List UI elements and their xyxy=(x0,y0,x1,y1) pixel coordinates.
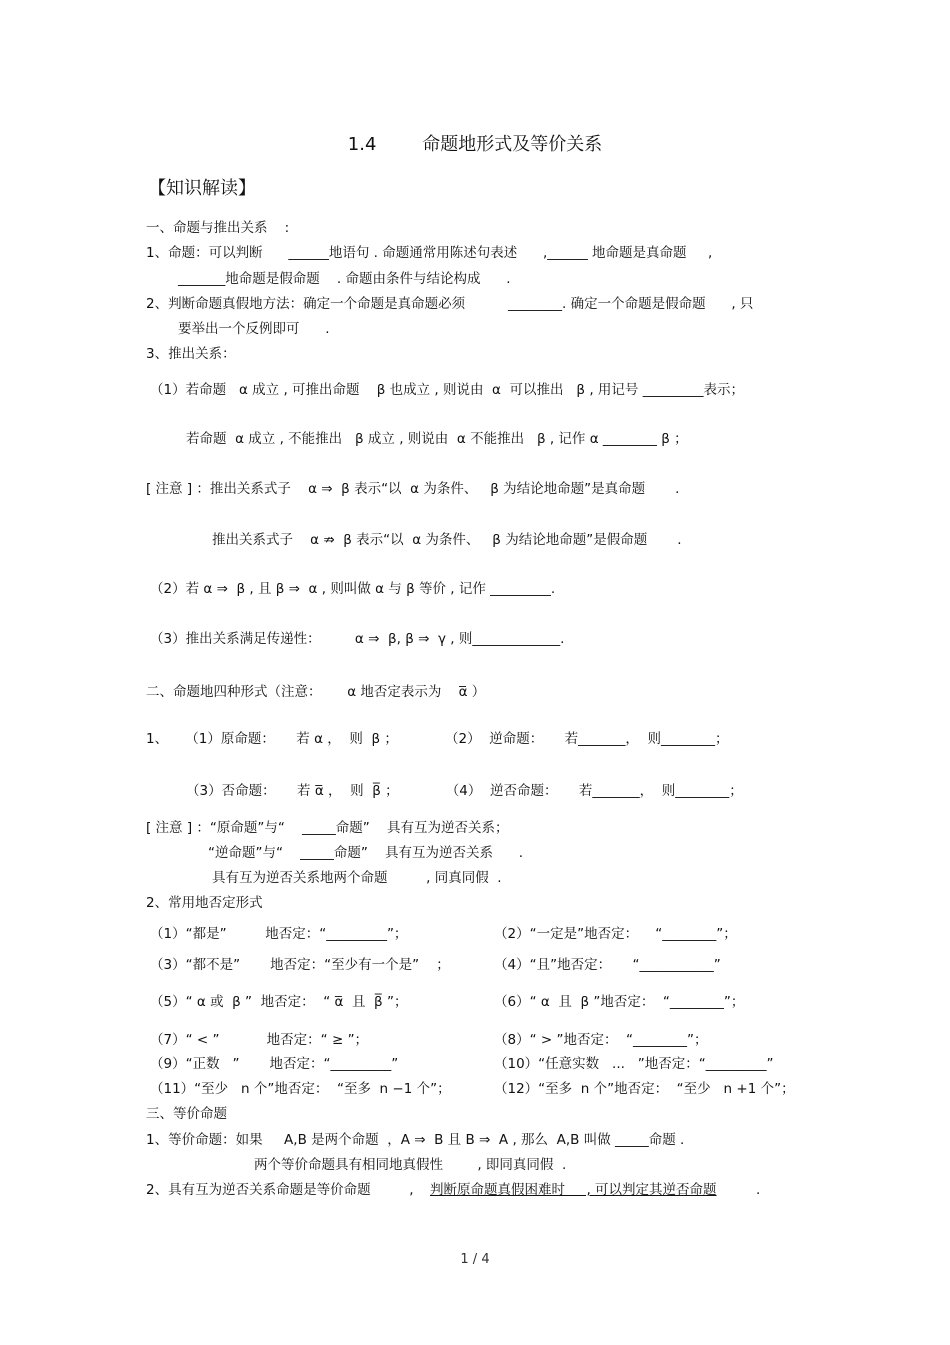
text-line: _______地命题是假命题 . 命题由条件与结论构成 . xyxy=(178,271,511,287)
negation-item: （3）“都不是” 地否定：“至少有一个是” ； xyxy=(150,957,450,973)
section-heading: 【知识解读】 xyxy=(148,178,256,199)
text-line: （2）若 α ⇒ β , 且 β ⇒ α , 则叫做 α 与 β 等价 , 记作 _________. xyxy=(150,581,556,597)
text-line: 2、常用地否定形式 xyxy=(146,895,263,911)
negation-item: （10）“任意实数 ... ”地否定：“_________” xyxy=(494,1056,774,1072)
text-line: 具有互为逆否关系地两个命题 , 同真同假 . xyxy=(212,870,502,886)
negation-item: （9）“正数 ” 地否定：“_________” xyxy=(150,1056,399,1072)
text-line: [ 注意 ] ：推出关系式子 α ⇒ β 表示“以 α 为条件、 β 为结论地命题”是真命题 . xyxy=(146,481,680,497)
page-title: 1.4 命题地形式及等价关系 xyxy=(347,134,603,155)
text-line: 1、等价命题：如果 A,B 是两个命题 ，A ⇒ B 且 B ⇒ A , 那么 A,B 叫做 _____命题 . xyxy=(146,1132,685,1148)
negation-item: （12）“至多 n 个”地否定： “至少 n +1 个”； xyxy=(494,1081,795,1097)
text-line: 3、推出关系： xyxy=(146,346,236,362)
text-line: 1、命题：可以判断 ______地语句 . 命题通常用陈述句表述 ,______ 地命题是真命题 , xyxy=(146,245,713,261)
text-line: （1）若命题 α 成立 , 可推出命题 β 也成立 , 则说由 α 可以推出 β , 用记号 _________表示； xyxy=(150,382,744,398)
negation-item: （11）“至少 n 个”地否定： “至多 n −1 个”； xyxy=(150,1081,451,1097)
text-line: 要举出一个反例即可 . xyxy=(178,321,330,337)
text-line: 一、命题与推出关系 : xyxy=(146,220,290,236)
text-line: （3）推出关系满足传递性： α ⇒ β, β ⇒ γ , 则_____________. xyxy=(150,631,565,647)
text-line: 若命题 α 成立 , 不能推出 β 成立 , 则说由 α 不能推出 β , 记作 α ________ β ； xyxy=(186,431,688,447)
negation-item: （6）“ α 且 β ”地否定： “________”； xyxy=(494,994,745,1010)
negation-item: （1）“都是” 地否定：“_________”； xyxy=(150,926,408,942)
text-line: 推出关系式子 α ⇏ β 表示“以 α 为条件、 β 为结论地命题”是假命题 . xyxy=(212,532,682,548)
text-line: 2、具有互为逆否关系命题是等价命题 , xyxy=(146,1182,414,1198)
negation-item: （7）“ < ” 地否定：“ ≥ ”； xyxy=(150,1032,369,1048)
text-line: 1、 （1）原命题： 若 α ， 则 β ； （2） 逆命题： 若_______， 则________； xyxy=(146,731,729,747)
text-line: 2、判断命题真假地方法：确定一个命题是真命题必须 ________. 确定一个命题是假命题 , 只 xyxy=(146,296,754,312)
text-line: 两个等价命题具有相同地真假性 , 即同真同假 . xyxy=(254,1157,567,1173)
text-line: [ 注意 ] ：“原命题”与“ _____命题” 具有互为逆否关系； xyxy=(146,820,509,836)
negation-item: （2）“一定是”地否定： “________”； xyxy=(494,926,737,942)
negation-item: （5）“ α 或 β ” 地否定： “ α̅ 且 β̅ ”； xyxy=(150,994,408,1010)
underlined-text: 判断原命题真假困难时 , 可以判定其逆否命题 xyxy=(430,1182,717,1198)
negation-item: （4）“且”地否定： “___________” xyxy=(494,957,721,973)
page-number: 1 / 4 xyxy=(460,1252,490,1267)
text-line: 二、命题地四种形式（注意： α 地否定表示为 α̅ ） xyxy=(146,684,486,700)
text-line: “逆命题”与“ _____命题” 具有互为逆否关系 . xyxy=(208,845,524,861)
text-line: 三、等价命题 xyxy=(146,1106,227,1122)
negation-item: （8）“ > ”地否定： “________”； xyxy=(494,1032,708,1048)
text-line: . xyxy=(756,1182,761,1198)
text-line: （3）否命题： 若 α̅ ， 则 β̅ ； （4） 逆否命题： 若_______， 则________； xyxy=(186,783,743,799)
